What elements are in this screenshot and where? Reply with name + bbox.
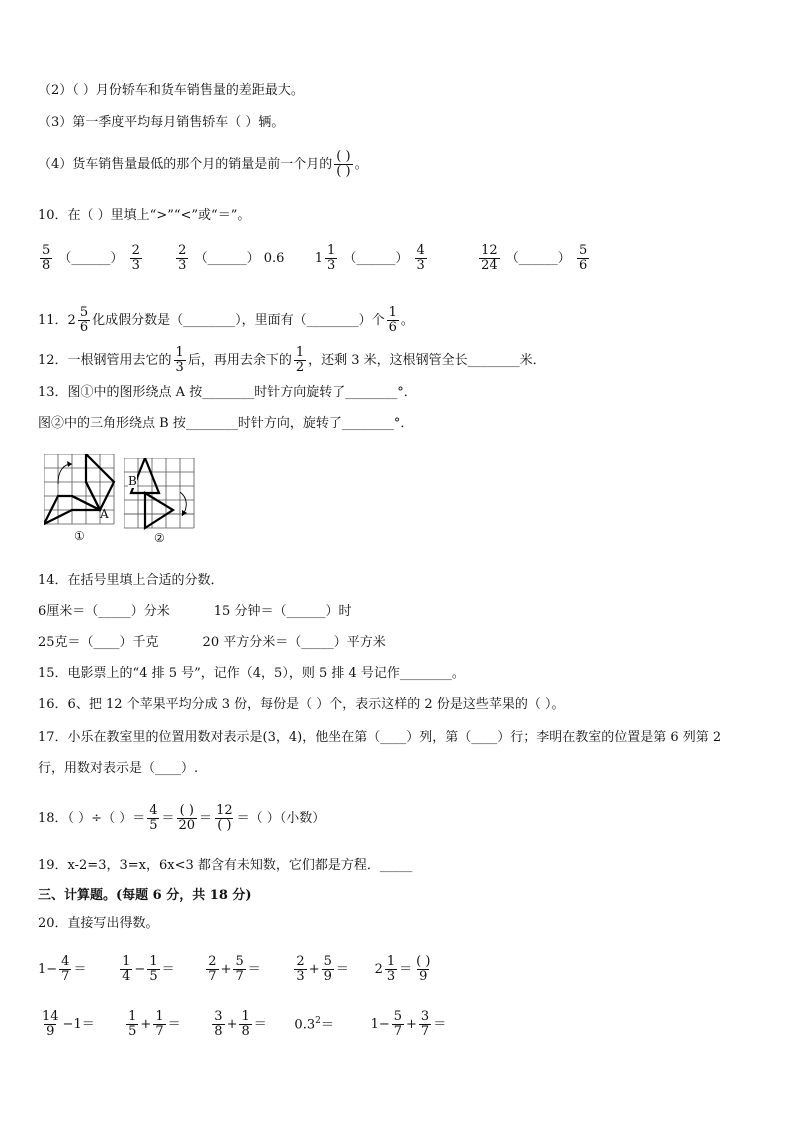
q20-r2-2-d2: 7 [155,1024,164,1039]
q20-r1-3-n1: 2 [208,954,217,969]
q18-eq-1: ＝ [161,811,175,826]
q20-r1-3-n2: 5 [235,954,244,969]
figure-2-grid [124,458,198,532]
q10-1-a-num: 5 [42,243,51,258]
q20-r2-5-pre: 1− [370,1017,390,1032]
q16-line: 16．6、把 12 个苹果平均分成 3 份，每份是（ ）个，表示这样的 2 份是这些苹果的（ ）。 [38,697,565,712]
q20-r2-3 [210,1010,290,1039]
q10-3-b-den: 3 [416,258,425,273]
q10-2-b: 0.6 [263,251,285,266]
q20-r2-2-n1: 1 [128,1009,137,1024]
q20-r1-1-num: 4 [61,954,70,969]
q11-whole: 2 [67,312,76,328]
q12-f1-num: 1 [175,345,184,360]
q20-r2-3-n2: 1 [241,1009,250,1024]
q10-1-blank[interactable]: （______） [58,251,124,266]
q10-4-blank[interactable]: （______） [505,251,571,266]
q12-text-3: ，还剩 3 米，这根钢管全长________米． [308,353,546,368]
q20-r1-5-d2: 9 [419,969,428,984]
q14-stem: 14．在括号里填上合适的分数． [38,573,224,588]
q10-4-b-num: 5 [578,243,588,258]
q9-line-4-text: （4）货车销售量最低的那个月的销量是前一个月的 [38,157,333,172]
q15-line: 15．电影票上的“4 排 5 号”，记作（4，5），则 5 排 4 号记作________。 [38,666,465,681]
q12-f1-den: 3 [175,360,184,375]
q20-r1-4-n1: 2 [296,954,305,969]
q20-stem: 20．直接写出得数。 [38,916,159,931]
q10-item-3 [314,243,433,273]
q20-r2-1-d1: 9 [46,1024,55,1039]
q19-line: 19．x-2=3，3=x，6x<3 都含有未知数，它们都是方程．_____ [38,858,413,873]
q10-2-blank[interactable]: （______） [194,251,260,266]
q20-r2-5-op: + [406,1017,417,1032]
q10-1-b-num: 2 [131,243,140,258]
q20-r2-2-eq: ＝ [167,1017,181,1032]
q9-line-2: （2）（ ）月份轿车和货车销售量的差距最大。 [38,83,304,98]
q20-r1-2 [118,955,200,984]
point-a-label: A [100,507,109,521]
q20-r2-2-d1: 5 [128,1024,137,1039]
q20-r1-4-op: + [308,962,320,977]
figure-1 [44,454,118,543]
q20-r1-2-d1: 4 [122,969,131,984]
q12-text-2: 后，再用去余下的 [187,353,292,368]
q20-r1-4 [292,955,370,984]
q10-4-a-den: 24 [481,258,498,273]
q20-r2-1 [38,1010,120,1039]
q10-1-a-den: 8 [42,258,51,273]
q10-1-b-den: 3 [131,258,140,273]
q20-r1-5 [374,954,435,984]
q10-stem: 10．在（ ）里填上“>”“<”或“＝”。 [38,208,251,223]
q10-4-a-num: 12 [481,243,498,258]
q14-b: 15 分钟＝（______）时 [213,604,352,619]
q14-row-2 [38,634,386,652]
point-b-label: B [128,474,137,488]
q10-3-a-num: 1 [326,243,336,258]
q10-2-a-num: 2 [178,243,187,258]
q14-d: 20 平方分米＝（_____）平方米 [202,635,386,650]
q18-f2-den: 20 [178,818,196,833]
q20-r2-5-n2: 3 [420,1009,430,1024]
q20-r1-1 [38,955,114,984]
q9-line-4 [38,150,368,179]
q20-r1-2-n1: 1 [122,954,131,969]
q20-r2-5-d1: 7 [393,1024,403,1039]
q18-f3-den: ( ) [217,818,232,833]
q18-line [38,804,325,833]
q20-r1-4-n2: 5 [323,954,332,969]
q20-r2-4-eq: ＝ [320,1017,334,1032]
q18-post: ＝（ ）（小数） [236,811,326,826]
q20-r1-2-eq: ＝ [161,962,175,977]
q10-3-a-whole: 1 [314,250,323,266]
q20-r1-5-whole: 2 [374,961,383,977]
q20-r2-5-eq: ＝ [433,1017,447,1032]
q20-r2-1-n1: 14 [42,1009,59,1024]
q14-a: 6厘米＝（_____）分米 [38,604,170,619]
q10-3-a-den: 3 [326,258,336,273]
q11-den: 6 [79,320,89,335]
q20-r2-5 [370,1009,447,1039]
q20-r2-5-d2: 7 [420,1024,430,1039]
q20-r1-2-n2: 1 [149,954,158,969]
q20-r2-3-op: + [226,1017,238,1032]
q20-r2-3-d1: 8 [214,1024,223,1039]
q20-r1-3-d2: 7 [235,969,244,984]
q17-line-2: 行，用数对表示是（____）. [38,761,199,776]
q20-row-1 [38,955,434,984]
q14-c: 25克＝（____）千克 [38,635,159,650]
q9-fraction [334,150,352,179]
q20-row-2 [38,1010,446,1039]
q20-r1-2-d2: 5 [149,969,158,984]
q12-f2-den: 2 [295,360,305,375]
q10-3-blank[interactable]: （______） [343,251,409,266]
q17-line-1: 17．小乐在教室里的位置用数对表示是(3，4)，他坐在第（____）列，第（____）行；李明在教室的位置是第 6 列第 2 [38,730,722,745]
q20-r2-5-n1: 5 [393,1009,403,1024]
q11-text: 化成假分数是（________），里面有（________）个 [92,313,385,328]
q11-line [38,306,414,335]
figure-2-caption: ② [154,531,165,545]
q18-pre: 18．（ ）÷（ ）＝ [38,811,146,826]
q10-3-b-num: 4 [416,243,425,258]
q20-r1-4-d2: 9 [323,969,332,984]
section-3-heading: 三、计算题。(每题 6 分，共 18 分) [38,888,252,903]
q20-r2-2-op: + [140,1017,152,1032]
q20-r1-4-eq: ＝ [335,962,349,977]
q20-r1-3-d1: 7 [208,969,217,984]
q20-r1-3-op: + [220,962,232,977]
q20-r1-5-d1: 3 [386,969,396,984]
q11-unit-num: 1 [388,305,397,320]
q11-number: 11． [38,313,68,328]
q10-4-b-den: 6 [578,258,588,273]
q20-r1-1-den: 7 [61,969,70,984]
q18-f1-num: 4 [149,803,158,818]
q12-f2-num: 1 [295,345,305,360]
q18-f2-num: ( ) [179,803,194,818]
q12-line [38,346,546,375]
q9-frac-den: ( ) [336,164,351,179]
q18-f1-den: 5 [149,818,158,833]
q10-2-a-den: 3 [178,258,187,273]
q20-r2-3-d2: 8 [241,1024,250,1039]
q9-line-4-end: 。 [354,157,368,172]
q20-r2-1-post: −1＝ [62,1017,95,1032]
q13-line-2: 图②中的三角形绕点 B 按________时针方向，旋转了________°． [38,416,414,431]
q12-text-1: 12．一根钢管用去它的 [38,353,172,368]
q18-eq-2: ＝ [199,811,213,826]
q20-r1-5-n2: ( ) [416,954,431,969]
q10-item-1 [38,243,148,273]
q9-line-3: （3）第一季度平均每月销售轿车（ ）辆。 [38,115,285,130]
q20-r2-3-n1: 3 [214,1009,223,1024]
q20-r1-3-eq: ＝ [247,962,261,977]
q20-r1-1-eq: ＝ [73,962,87,977]
q20-r2-2-n2: 1 [155,1009,164,1024]
q10-items [38,244,591,273]
q11-unit-den: 6 [388,320,397,335]
q20-r1-3 [204,955,288,984]
q20-r1-2-op: − [134,962,146,977]
q11-end: 。 [400,313,414,328]
q13-line-1: 13．图①中的图形绕点 A 按________时针方向旋转了________°． [38,385,417,400]
q10-item-2 [174,243,288,273]
figure-1-caption: ① [74,529,85,543]
q20-r1-4-d1: 3 [296,969,305,984]
q20-r1-1-pre: 1− [38,962,58,977]
q20-r2-3-eq: ＝ [253,1017,267,1032]
q20-r2-4-base: 0.3 [294,1017,316,1032]
q9-frac-num: ( ) [336,149,351,164]
q20-r2-2 [124,1010,206,1039]
q10-item-4 [477,243,591,273]
q20-r1-5-eq: ＝ [399,962,413,977]
q18-f3-num: 12 [216,803,233,818]
q11-num: 5 [79,305,89,320]
q14-row-1 [38,603,351,621]
q20-r2-4-exp: 2 [315,1015,321,1026]
q20-r2-4 [294,1012,366,1034]
q20-r1-5-n1: 1 [386,954,396,969]
figure-2 [124,458,198,545]
